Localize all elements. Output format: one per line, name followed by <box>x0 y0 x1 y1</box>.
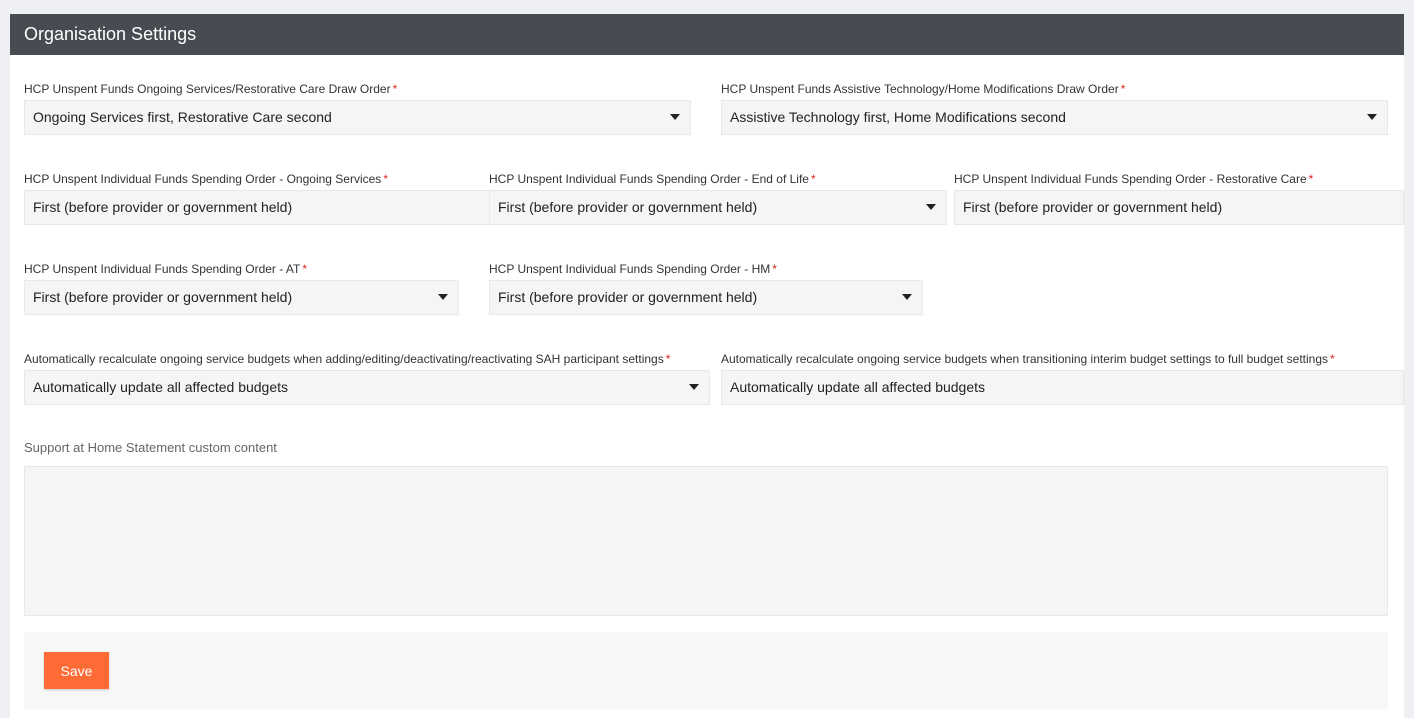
save-button[interactable]: Save <box>44 652 109 689</box>
recalc-interim-value: Automatically update all affected budgets <box>730 379 986 395</box>
spend-hm-label <box>489 262 777 276</box>
spend-at-value: First (before provider or government held) <box>33 289 293 305</box>
draw-order-ongoing-label <box>24 82 397 96</box>
spend-at-label-text: HCP Unspent Individual Funds Spending Order - AT <box>24 262 301 276</box>
chevron-down-icon <box>902 294 912 300</box>
recalc-sah-label-text: Automatically recalculate ongoing service budgets when adding/editing/deactivating/reactivating SAH participant settings <box>24 352 664 366</box>
recalc-interim-select[interactable] <box>721 370 1404 405</box>
required-marker: * <box>1308 172 1314 186</box>
chevron-down-icon <box>1367 114 1377 120</box>
draw-order-at-hm-select[interactable] <box>721 100 1388 135</box>
required-marker: * <box>772 262 777 276</box>
required-marker: * <box>665 352 671 366</box>
spend-restorative-value: First (before provider or government held) <box>963 199 1223 215</box>
draw-order-at-hm-label-text: HCP Unspent Funds Assistive Technology/Home Modifications Draw Order <box>721 82 1119 96</box>
required-marker: * <box>383 172 388 186</box>
custom-content-label: Support at Home Statement custom content <box>24 440 277 455</box>
spend-hm-value: First (before provider or government held) <box>498 289 758 305</box>
required-marker: * <box>1330 352 1335 366</box>
draw-order-at-hm-label <box>721 82 1125 96</box>
spend-ongoing-label-text: HCP Unspent Individual Funds Spending Order - Ongoing Services <box>24 172 382 186</box>
draw-order-ongoing-value: Ongoing Services first, Restorative Care second <box>33 109 332 125</box>
required-marker: * <box>392 82 398 96</box>
spend-eol-select[interactable] <box>489 190 947 225</box>
spend-restorative-select[interactable] <box>954 190 1404 225</box>
spend-eol-value: First (before provider or government held) <box>498 199 758 215</box>
recalc-sah-value: Automatically update all affected budgets <box>33 379 289 395</box>
custom-content-textarea[interactable] <box>24 466 1388 616</box>
chevron-down-icon <box>926 204 936 210</box>
recalc-interim-label <box>721 352 1335 366</box>
required-marker: * <box>1120 82 1126 96</box>
chevron-down-icon <box>438 294 448 300</box>
required-marker: * <box>810 172 816 186</box>
spend-eol-label <box>489 172 816 186</box>
spend-hm-select[interactable] <box>489 280 923 315</box>
spend-at-label <box>24 262 307 276</box>
spend-ongoing-value: First (before provider or government held) <box>33 199 293 215</box>
spend-at-select[interactable] <box>24 280 459 315</box>
chevron-down-icon <box>689 384 699 390</box>
draw-order-at-hm-value: Assistive Technology first, Home Modifications second <box>730 109 1066 125</box>
form-footer <box>24 632 1388 709</box>
panel-title: Organisation Settings <box>10 14 1404 55</box>
spend-restorative-label <box>954 172 1313 186</box>
recalc-sah-label <box>24 352 670 366</box>
draw-order-ongoing-select[interactable] <box>24 100 691 135</box>
spend-restorative-label-text: HCP Unspent Individual Funds Spending Order - Restorative Care <box>954 172 1307 186</box>
required-marker: * <box>302 262 308 276</box>
recalc-interim-label-text: Automatically recalculate ongoing service budgets when transitioning interim budget settings to full budget settings <box>721 352 1329 366</box>
chevron-down-icon <box>670 114 680 120</box>
recalc-sah-select[interactable] <box>24 370 710 405</box>
draw-order-ongoing-label-text: HCP Unspent Funds Ongoing Services/Restorative Care Draw Order <box>24 82 391 96</box>
spend-eol-label-text: HCP Unspent Individual Funds Spending Order - End of Life <box>489 172 809 186</box>
spend-ongoing-select[interactable] <box>24 190 490 225</box>
spend-ongoing-label <box>24 172 388 186</box>
organisation-settings-panel <box>10 14 1404 718</box>
spend-hm-label-text: HCP Unspent Individual Funds Spending Order - HM <box>489 262 771 276</box>
